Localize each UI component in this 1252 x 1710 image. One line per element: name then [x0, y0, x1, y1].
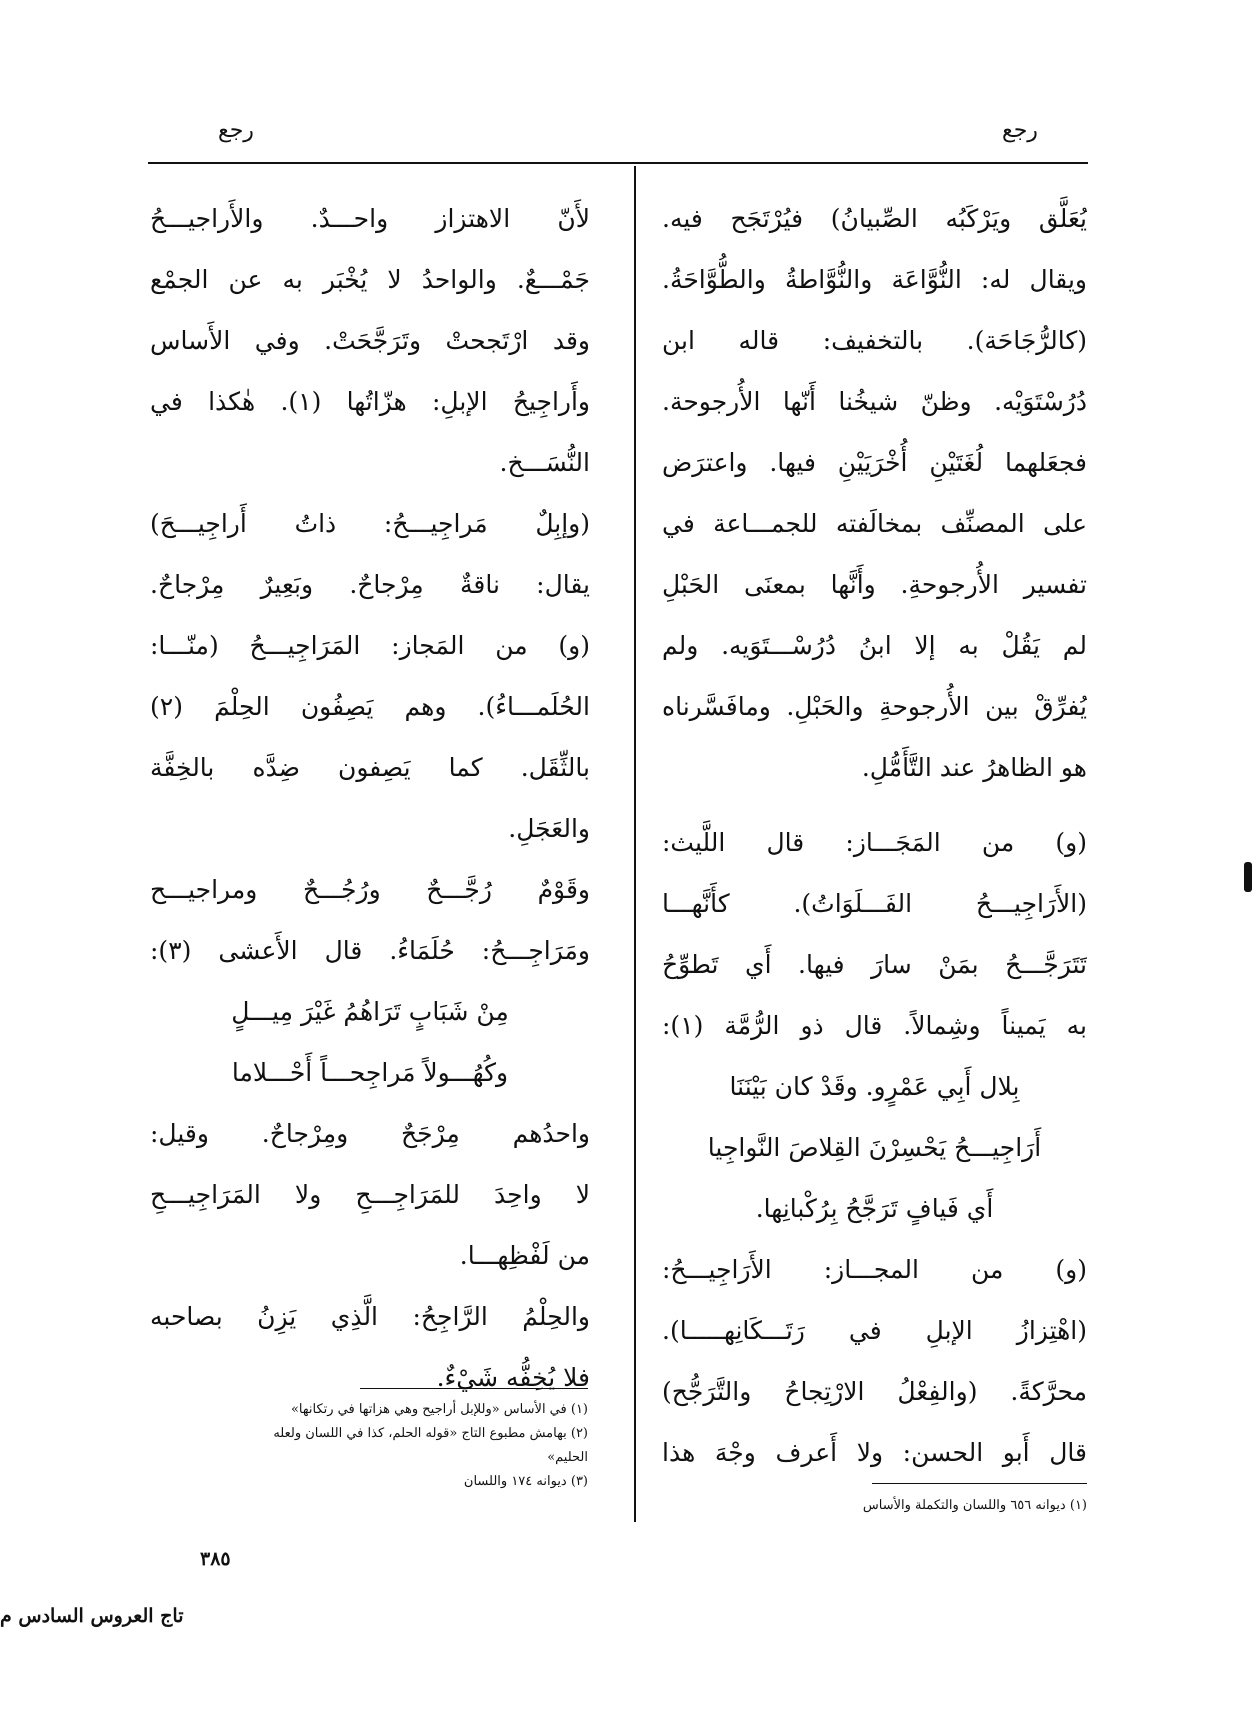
text-line: جَمْـــعٌ. والواحدُ لا يُخْبَر به عن الجمْع [150, 265, 590, 294]
footnote: (٢) بهامش مطبوع التاج «قوله الحلم، كذا في اللسان ولعله [273, 1426, 588, 1441]
text-line: الحُلَمـــاءُ). وهم يَصِفُون الحِلْمَ (٢) [150, 692, 590, 721]
footnote: (٣) ديوانه ١٧٤ واللسان [463, 1474, 588, 1489]
text-line: ومَرَاجِـــحُ: حُلَمَاءُ. قال الأَعشى (٣): [150, 936, 590, 965]
verse-line: وكُهُـــولاً مَراجِحـــاً أَحْـــلاما [231, 1058, 509, 1087]
header-rule [148, 162, 1088, 164]
text-line: واحدُهم مِرْجَحٌ ومِرْجاحٌ. وقيل: [150, 1119, 590, 1148]
text-line: دُرُسْتَوَيْه. وظنّ شيخُنا أَنّها الأُرجوحة. [662, 387, 1087, 416]
text-line: (وإبِلٌ مَراجِيـــحُ: ذاتُ أَراجِيـــحَ) [150, 509, 590, 538]
verse-line: أَرَاجِيـــحُ يَحْسِرْنَ القِلاصَ النَّواجِيا [707, 1133, 1042, 1162]
text-line: النُّسَـــخ. [499, 448, 590, 477]
text-line: تَتَرَجَّـــحُ بمَنْ سارَ فيها. أَي تَطوِّحُ [662, 950, 1087, 979]
text-line: (و) من المجـــاز: الأَرَاجِيـــحُ: [662, 1255, 1087, 1284]
text-line: فجعَلهما لُغَتَيْنِ أُخْرَيَيْنِ فيها. واعترَض [662, 448, 1087, 477]
text-line: محرَّكةً. (والفِعْلُ الارْتِجاحُ والتَّرَجُّح) [662, 1377, 1087, 1406]
text-line: (الأَرَاجِيـــحُ الفَـــلَوَاتُ). كأَنَّهـــا [662, 889, 1087, 918]
verse-line: مِنْ شَبَابٍ تَرَاهُمُ غَيْرَ مِيـــلٍ [231, 997, 509, 1026]
text-line: ويقال له: النُّوَّاعَة والنُّوَّاطةُ والطُّوَّاحَةُ. [662, 265, 1087, 294]
text-line: على المصنِّف بمخالَفته للجمـــاعة في [662, 509, 1087, 538]
text-line: والحِلْمُ الرَّاجِحُ: الَّذِي يَزِنُ بصاحبه [150, 1302, 590, 1331]
column-divider [634, 166, 636, 1522]
text-line: وقد ارْتَجحتْ وتَرَجَّحَتْ. وفي الأَساس [150, 326, 590, 355]
text-line: يقال: ناقةٌ مِرْجاحٌ. وبَعِيرٌ مِرْجاحٌ. [150, 570, 590, 599]
footnote-rule-left [360, 1388, 588, 1389]
text-line: (كالرُّجَاحَة). بالتخفيف: قاله ابن [662, 326, 1087, 355]
text-line: وأَراجِيحُ الإبلِ: هزّاتُها (١). هٰكذا في [150, 387, 590, 416]
scan-edge-mark [1244, 862, 1252, 892]
text-line: لم يَقُلْ به إلا ابنُ دُرُسْـــتَوَيه. ولم [662, 631, 1087, 660]
footnote: الحليم» [547, 1450, 588, 1465]
page-number: ٣٨٥ [200, 1548, 231, 1570]
text-line: أَي فَيافٍ تَرَجَّحُ بِرُكْبانِها. [755, 1194, 994, 1223]
footnote: (١) ديوانه ٦٥٦ واللسان والتكملة والأساس [862, 1498, 1087, 1513]
text-line: لأَنّ الاهتزاز واحـــدٌ. والأَراجيـــحُ [150, 204, 590, 233]
text-line: تفسير الأُرجوحةِ. وأَنَّها بمعنَى الحَبْلِ [662, 570, 1087, 599]
footnotes-left [150, 1398, 588, 1494]
text-line: فلا يُخِفُّه شَيْءٌ. [436, 1363, 590, 1392]
footnote: (١) في الأساس «وللإبل أراجيح وهي هزاتها في رتكانها» [290, 1402, 588, 1417]
right-column [662, 188, 1087, 1483]
text-line: (و) من المَجَـــاز: قال اللَّيث: [662, 828, 1087, 857]
text-line: (و) من المَجاز: المَرَاجِيـــحُ (منّـــا: [150, 631, 590, 660]
running-head-left: رجع [218, 118, 254, 143]
footnote-rule-right [872, 1483, 1087, 1484]
verse-line: بِلال أَبِي عَمْرٍو. وقَدْ كان بَيْنَنَا [729, 1072, 1020, 1101]
text-line: هو الظاهرُ عند التَّأَمُّلِ. [861, 753, 1087, 782]
text-line: وقَوْمٌ رُجَّـــحٌ ورُجُـــحٌ ومراجيـــح [150, 875, 590, 904]
text-line: (اهْتِزازُ الإبلِ في رَتَـــكَانِهـــــا). [662, 1316, 1087, 1345]
text-line: قال أَبو الحسن: ولا أَعرف وجْهَ هذا [662, 1438, 1087, 1467]
text-line: والعَجَلِ. [508, 814, 590, 843]
text-line: لا واحِدَ للمَرَاجِـــحِ ولا المَرَاجِيـــحِ [150, 1180, 590, 1209]
book-signature: تاج العروس السادس م [0, 1605, 184, 1627]
running-head-right: رجع [1002, 118, 1038, 143]
text-line: من لَفْظِهـــا. [459, 1241, 590, 1270]
text-line: يُعَلَّق ويَرْكَبُه الصِّبيانُ) فيُرْتَجَح فيه. [662, 204, 1087, 233]
text-line: به يَميناً وشِمالاً. قال ذو الرُّمَّة (١): [662, 1011, 1087, 1040]
text-line: بالثِّقَل. كما يَصِفون ضِدَّه بالخِفَّة [150, 753, 590, 782]
text-line: يُفرِّقْ بين الأُرجوحةِ والحَبْلِ. ومافَسَّرناه [662, 692, 1087, 721]
left-column [150, 188, 590, 1408]
footnotes-right [662, 1494, 1087, 1518]
